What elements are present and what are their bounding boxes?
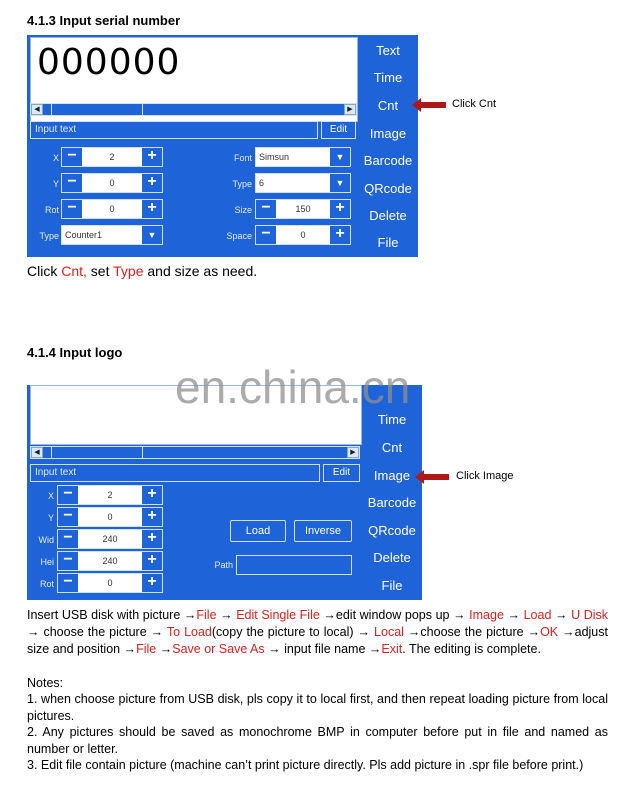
- instr-text: . The editing is complete.: [402, 642, 541, 656]
- x-label: X: [52, 153, 59, 163]
- rot-stepper[interactable]: [57, 573, 163, 593]
- chevron-down-icon[interactable]: ▼: [142, 226, 162, 244]
- counter-type-value: Counter1: [65, 230, 103, 240]
- instr-text: →choose the picture →: [403, 625, 541, 639]
- font-select[interactable]: [255, 147, 351, 167]
- minus-icon[interactable]: −: [67, 199, 77, 216]
- plus-icon[interactable]: +: [147, 507, 157, 524]
- instr-text: (copy the picture to local) →: [211, 625, 375, 639]
- tab-qrcode[interactable]: QRcode: [364, 181, 412, 196]
- font-type-select[interactable]: [255, 173, 351, 193]
- size-value[interactable]: 150: [276, 200, 330, 218]
- callout-click-cnt: Click Cnt: [452, 98, 497, 110]
- tab-barcode[interactable]: Barcode: [363, 153, 413, 168]
- y-stepper[interactable]: [57, 507, 163, 527]
- horizontal-scrollbar[interactable]: [30, 103, 357, 116]
- plus-icon[interactable]: +: [147, 573, 157, 590]
- tab-file[interactable]: File: [381, 578, 403, 593]
- minus-icon[interactable]: −: [63, 573, 73, 590]
- scroll-right-icon[interactable]: ▶: [347, 447, 359, 458]
- wid-label: Wid: [38, 535, 54, 545]
- instr-text: →edit window pops up →: [319, 608, 470, 622]
- instr-highlight: Load: [523, 608, 552, 622]
- caption-text: Click: [27, 263, 62, 279]
- input-text-field[interactable]: Input text: [30, 121, 318, 139]
- arrow-left-icon: [423, 474, 449, 480]
- tab-file[interactable]: File: [377, 235, 399, 250]
- input-text-field[interactable]: Input text: [30, 464, 320, 482]
- tab-text[interactable]: Text: [376, 43, 400, 58]
- y-label: Y: [52, 179, 59, 189]
- plus-icon[interactable]: +: [147, 551, 157, 568]
- x-label: X: [47, 491, 54, 501]
- scroll-thumb[interactable]: [51, 447, 143, 458]
- section-heading-logo: 4.1.4 Input logo: [27, 345, 123, 360]
- plus-icon[interactable]: +: [335, 225, 345, 242]
- minus-icon[interactable]: −: [261, 199, 271, 216]
- y-value[interactable]: 0: [82, 174, 142, 192]
- wid-stepper[interactable]: [57, 529, 163, 549]
- instr-text: → choose the picture →: [27, 625, 167, 639]
- y-stepper[interactable]: [61, 173, 163, 193]
- y-value[interactable]: 0: [78, 508, 142, 526]
- note-2: 2. Any pictures should be saved as monochrome BMP in computer before put in file and named as number or letter.: [27, 725, 608, 756]
- tab-image[interactable]: Image: [369, 126, 407, 141]
- caption-text: set: [86, 263, 114, 279]
- instr-highlight: Edit Single File: [236, 608, 320, 622]
- path-label: Path: [214, 560, 233, 570]
- tab-barcode[interactable]: Barcode: [367, 495, 417, 510]
- font-value: Simsun: [259, 152, 290, 162]
- instructions-paragraph: [27, 607, 608, 658]
- instr-text: →: [216, 608, 237, 622]
- space-label: Space: [226, 231, 252, 241]
- font-label: Font: [233, 153, 252, 163]
- serial-number-preview: 000000: [37, 42, 181, 83]
- minus-icon[interactable]: −: [63, 529, 73, 546]
- edit-button[interactable]: Edit: [323, 464, 360, 482]
- x-stepper[interactable]: [61, 147, 163, 167]
- scroll-right-icon[interactable]: ▶: [344, 104, 356, 115]
- rot-value[interactable]: 0: [82, 200, 142, 218]
- instr-highlight: Local: [374, 625, 404, 639]
- instr-highlight: Exit: [381, 642, 403, 656]
- instr-highlight: Image: [469, 608, 504, 622]
- size-stepper[interactable]: [255, 199, 351, 219]
- plus-icon[interactable]: +: [147, 485, 157, 502]
- instr-text: →: [503, 608, 524, 622]
- tab-delete[interactable]: Delete: [369, 208, 407, 223]
- caption-cnt: Cnt,: [61, 263, 87, 279]
- caption-text: and size as need.: [143, 263, 258, 279]
- note-3: 3. Edit file contain picture (machine can’t print picture directly. Pls add picture in .spr file before print.): [27, 758, 584, 772]
- x-value[interactable]: 2: [82, 148, 142, 166]
- minus-icon[interactable]: −: [63, 485, 73, 502]
- notes-title: Notes:: [27, 676, 64, 690]
- load-button[interactable]: Load: [230, 520, 286, 542]
- hei-stepper[interactable]: [57, 551, 163, 571]
- edit-button[interactable]: Edit: [321, 121, 356, 139]
- space-value[interactable]: 0: [276, 226, 330, 244]
- section-heading-serial: 4.1.3 Input serial number: [27, 13, 181, 28]
- scroll-thumb[interactable]: [51, 104, 143, 115]
- rot-label: Rot: [44, 205, 59, 215]
- rot-value[interactable]: 0: [78, 574, 142, 592]
- plus-icon[interactable]: +: [147, 529, 157, 546]
- instr-text: Insert USB disk with picture →: [27, 608, 197, 622]
- wid-value[interactable]: 240: [78, 530, 142, 548]
- hei-value[interactable]: 240: [78, 552, 142, 570]
- chevron-down-icon[interactable]: ▼: [330, 148, 350, 166]
- arrow-left-icon: [420, 102, 446, 108]
- type-right-label: Type: [232, 179, 252, 189]
- minus-icon[interactable]: −: [67, 173, 77, 190]
- font-type-value: 6: [259, 178, 265, 188]
- tab-image[interactable]: Image: [373, 468, 411, 483]
- rot-stepper[interactable]: [61, 199, 163, 219]
- path-field[interactable]: [236, 555, 352, 575]
- instr-highlight: To Load: [166, 625, 212, 639]
- tab-cnt[interactable]: Cnt: [377, 98, 399, 113]
- tab-qrcode[interactable]: QRcode: [368, 523, 416, 538]
- caption-serial: [27, 263, 257, 280]
- plus-icon[interactable]: +: [147, 173, 157, 190]
- minus-icon[interactable]: −: [63, 507, 73, 524]
- scroll-left-icon[interactable]: ◀: [31, 104, 43, 115]
- instr-highlight: U Disk: [571, 608, 608, 622]
- inverse-button[interactable]: Inverse: [294, 520, 352, 542]
- instr-highlight: Save or Save As: [172, 642, 265, 656]
- minus-icon[interactable]: −: [261, 225, 271, 242]
- instr-highlight: OK: [540, 625, 559, 639]
- instr-highlight: File: [136, 642, 157, 656]
- minus-icon[interactable]: −: [63, 551, 73, 568]
- x-stepper[interactable]: [57, 485, 163, 505]
- tab-time[interactable]: Time: [377, 412, 407, 427]
- plus-icon[interactable]: +: [147, 199, 157, 216]
- tab-time[interactable]: Time: [373, 70, 403, 85]
- size-label: Size: [234, 205, 252, 215]
- instr-highlight: File: [196, 608, 217, 622]
- tab-cnt[interactable]: Cnt: [381, 440, 403, 455]
- minus-icon[interactable]: −: [67, 147, 77, 164]
- caption-type: Type: [113, 263, 144, 279]
- instr-text: →: [156, 642, 173, 656]
- instr-text: →: [551, 608, 572, 622]
- hei-label: Hei: [40, 557, 54, 567]
- horizontal-scrollbar[interactable]: [30, 446, 360, 459]
- y-label: Y: [47, 513, 54, 523]
- instr-text: →adjust size and position →: [27, 625, 608, 656]
- tab-delete[interactable]: Delete: [373, 550, 411, 565]
- callout-click-image: Click Image: [456, 470, 514, 482]
- chevron-down-icon[interactable]: ▼: [330, 174, 350, 192]
- instr-text: → input file name →: [264, 642, 382, 656]
- rot-label: Rot: [39, 579, 54, 589]
- logo-editor-panel: [27, 385, 422, 600]
- counter-type-select[interactable]: [61, 225, 163, 245]
- space-stepper[interactable]: [255, 225, 351, 245]
- watermark: en.china.cn: [175, 361, 411, 413]
- plus-icon[interactable]: +: [335, 199, 345, 216]
- scroll-left-icon[interactable]: ◀: [31, 447, 43, 458]
- note-1: 1. when choose picture from USB disk, pls copy it to local first, and then repeat loading picture from local pictures.: [27, 692, 608, 723]
- plus-icon[interactable]: +: [147, 147, 157, 164]
- x-value[interactable]: 2: [78, 486, 142, 504]
- type-label: Type: [39, 231, 59, 241]
- serial-editor-panel: [27, 35, 418, 257]
